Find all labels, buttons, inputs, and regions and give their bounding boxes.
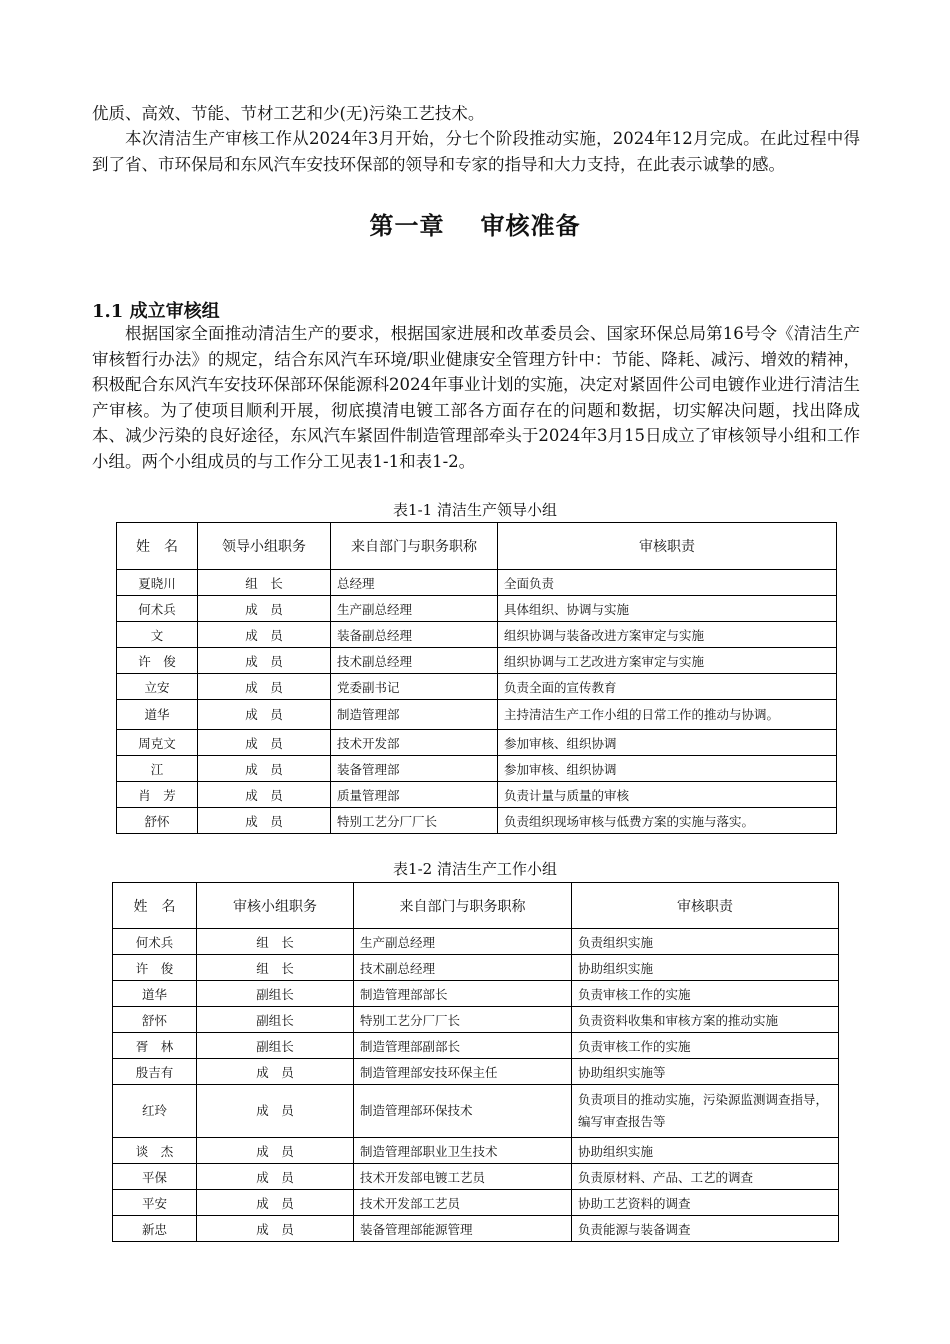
section-heading: 1.1 成立审核组 <box>92 301 220 322</box>
name-cell: 肖 芳 <box>117 782 198 808</box>
name-cell: 谈 杰 <box>113 1138 197 1164</box>
duty-cell: 参加审核、组织协调 <box>498 756 837 782</box>
department-cell: 装备管理部能源管理 <box>354 1216 572 1242</box>
role-cell: 成 员 <box>198 648 331 674</box>
table-row <box>117 596 837 622</box>
department-cell: 技术开发部工艺员 <box>354 1190 572 1216</box>
column-header: 领导小组职务 <box>198 523 331 570</box>
name-cell: 殷吉有 <box>113 1059 197 1085</box>
role-cell: 成 员 <box>197 1216 354 1242</box>
department-cell: 质量管理部 <box>331 782 498 808</box>
duty-cell: 协助组织实施等 <box>572 1059 839 1085</box>
table-row <box>113 1059 839 1085</box>
table-row <box>117 730 837 756</box>
table-row <box>113 1164 839 1190</box>
duty-cell: 组织协调与装备改进方案审定与实施 <box>498 622 837 648</box>
chapter-name: 审核准备 <box>480 211 581 240</box>
role-cell: 成 员 <box>197 1085 354 1138</box>
column-header: 来自部门与职务职称 <box>354 883 572 929</box>
department-cell: 特别工艺分厂厂长 <box>354 1007 572 1033</box>
name-cell: 何术兵 <box>117 596 198 622</box>
intro-line: 优质、高效、节能、节材工艺和少(无)污染工艺技术。 <box>92 104 485 123</box>
duty-cell: 负责原材料、产品、工艺的调查 <box>572 1164 839 1190</box>
duty-cell: 组织协调与工艺改进方案审定与实施 <box>498 648 837 674</box>
table-row <box>117 756 837 782</box>
name-cell: 红玲 <box>113 1085 197 1138</box>
table-row <box>117 622 837 648</box>
name-cell: 舒怀 <box>117 808 198 834</box>
table-header-row <box>117 523 837 570</box>
department-cell: 技术副总经理 <box>331 648 498 674</box>
table-row <box>113 929 839 955</box>
role-cell: 成 员 <box>198 622 331 648</box>
department-cell: 生产副总经理 <box>354 929 572 955</box>
duty-cell: 负责组织现场审核与低费方案的实施与落实。 <box>498 808 837 834</box>
role-cell: 组 长 <box>198 570 331 596</box>
name-cell: 平保 <box>113 1164 197 1190</box>
department-cell: 制造管理部职业卫生技术 <box>354 1138 572 1164</box>
department-cell: 制造管理部副部长 <box>354 1033 572 1059</box>
duty-cell: 负责能源与装备调查 <box>572 1216 839 1242</box>
column-header: 姓 名 <box>113 883 197 929</box>
name-cell: 许 俊 <box>113 955 197 981</box>
table-row <box>117 782 837 808</box>
role-cell: 成 员 <box>198 808 331 834</box>
table2-caption: 表1-2 清洁生产工作小组 <box>393 860 557 878</box>
duty-cell: 负责项目的推动实施，污染源监测调查指导，编写审查报告等 <box>572 1085 839 1138</box>
duty-cell: 协助工艺资料的调查 <box>572 1190 839 1216</box>
role-cell: 组 长 <box>197 955 354 981</box>
role-cell: 组 长 <box>197 929 354 955</box>
duty-cell: 负责组织实施 <box>572 929 839 955</box>
role-cell: 成 员 <box>197 1164 354 1190</box>
name-cell: 舒怀 <box>113 1007 197 1033</box>
duty-cell: 协助组织实施 <box>572 955 839 981</box>
column-header: 姓 名 <box>117 523 198 570</box>
department-cell: 装备副总经理 <box>331 622 498 648</box>
body-paragraph: 根据国家全面推动清洁生产的要求，根据国家进展和改革委员会、国家环保总局第16号令《清洁生产审核暂行办法》的规定，结合东风汽车环境/职业健康安全管理方针中：节能、降耗、减污、增效的精神，积极配合东风汽车安技环保部环保能源科2024年事业计划的实施，决定对紧固件公司电镀作业进行清洁生产审核。为了使项目顺利开展，彻底摸清电镀工部各方面存在的问题和数据，切实解决问题，找出降成本、减少污染的良好途径，东风汽车紧固件制造管理部牵头于2024年3月15日成立了审核领导小组和工作小组。两个小组成员的与工作分工见表1-1和表1-2。 <box>92 324 860 471</box>
department-cell: 生产副总经理 <box>331 596 498 622</box>
department-cell: 制造管理部环保技术 <box>354 1085 572 1138</box>
table-row <box>113 1190 839 1216</box>
duty-cell: 负责审核工作的实施 <box>572 981 839 1007</box>
table-row <box>117 648 837 674</box>
table-row <box>113 1138 839 1164</box>
role-cell: 副组长 <box>197 1033 354 1059</box>
role-cell: 成 员 <box>198 730 331 756</box>
name-cell: 江 <box>117 756 198 782</box>
name-cell: 何术兵 <box>113 929 197 955</box>
name-cell: 夏晓川 <box>117 570 198 596</box>
name-cell: 立安 <box>117 674 198 700</box>
intro-paragraph: 本次清洁生产审核工作从2024年3月开始，分七个阶段推动实施，2024年12月完成。在此过程中得到了省、市环保局和东风汽车安技环保部的领导和专家的指导和大力支持，在此表示诚挚的感。 <box>92 129 860 174</box>
table-row <box>113 1216 839 1242</box>
chapter-title <box>0 206 950 241</box>
department-cell: 党委副书记 <box>331 674 498 700</box>
table-row <box>113 1085 839 1138</box>
column-header: 审核职责 <box>572 883 839 929</box>
role-cell: 成 员 <box>197 1059 354 1085</box>
column-header: 审核职责 <box>498 523 837 570</box>
working-group-table <box>112 882 839 1242</box>
name-cell: 许 俊 <box>117 648 198 674</box>
table-row <box>113 955 839 981</box>
duty-cell: 负责全面的宣传教育 <box>498 674 837 700</box>
duty-cell: 具体组织、协调与实施 <box>498 596 837 622</box>
role-cell: 副组长 <box>197 981 354 1007</box>
table-row <box>113 981 839 1007</box>
role-cell: 成 员 <box>198 674 331 700</box>
duty-cell: 负责计量与质量的审核 <box>498 782 837 808</box>
role-cell: 成 员 <box>198 782 331 808</box>
table-header-row <box>113 883 839 929</box>
role-cell: 成 员 <box>197 1190 354 1216</box>
duty-cell: 主持清洁生产工作小组的日常工作的推动与协调。 <box>498 700 837 730</box>
department-cell: 制造管理部部长 <box>354 981 572 1007</box>
department-cell: 技术开发部电镀工艺员 <box>354 1164 572 1190</box>
department-cell: 制造管理部 <box>331 700 498 730</box>
column-header: 审核小组职务 <box>197 883 354 929</box>
table-row <box>113 1007 839 1033</box>
table-row <box>117 808 837 834</box>
name-cell: 新忠 <box>113 1216 197 1242</box>
table-row <box>113 1033 839 1059</box>
name-cell: 道华 <box>117 700 198 730</box>
duty-cell: 负责审核工作的实施 <box>572 1033 839 1059</box>
role-cell: 副组长 <box>197 1007 354 1033</box>
department-cell: 技术开发部 <box>331 730 498 756</box>
table-row <box>117 700 837 730</box>
department-cell: 总经理 <box>331 570 498 596</box>
name-cell: 胥 林 <box>113 1033 197 1059</box>
role-cell: 成 员 <box>197 1138 354 1164</box>
duty-cell: 负责资料收集和审核方案的推动实施 <box>572 1007 839 1033</box>
department-cell: 装备管理部 <box>331 756 498 782</box>
name-cell: 文 <box>117 622 198 648</box>
role-cell: 成 员 <box>198 700 331 730</box>
chapter-number: 第一章 <box>369 211 445 240</box>
duty-cell: 协助组织实施 <box>572 1138 839 1164</box>
table1-caption: 表1-1 清洁生产领导小组 <box>393 501 557 519</box>
department-cell: 技术副总经理 <box>354 955 572 981</box>
name-cell: 道华 <box>113 981 197 1007</box>
role-cell: 成 员 <box>198 596 331 622</box>
department-cell: 制造管理部安技环保主任 <box>354 1059 572 1085</box>
table-row <box>117 674 837 700</box>
table-row <box>117 570 837 596</box>
name-cell: 平安 <box>113 1190 197 1216</box>
duty-cell: 全面负责 <box>498 570 837 596</box>
role-cell: 成 员 <box>198 756 331 782</box>
name-cell: 周克文 <box>117 730 198 756</box>
duty-cell: 参加审核、组织协调 <box>498 730 837 756</box>
column-header: 来自部门与职务职称 <box>331 523 498 570</box>
department-cell: 特别工艺分厂厂长 <box>331 808 498 834</box>
leadership-group-table <box>116 522 837 834</box>
